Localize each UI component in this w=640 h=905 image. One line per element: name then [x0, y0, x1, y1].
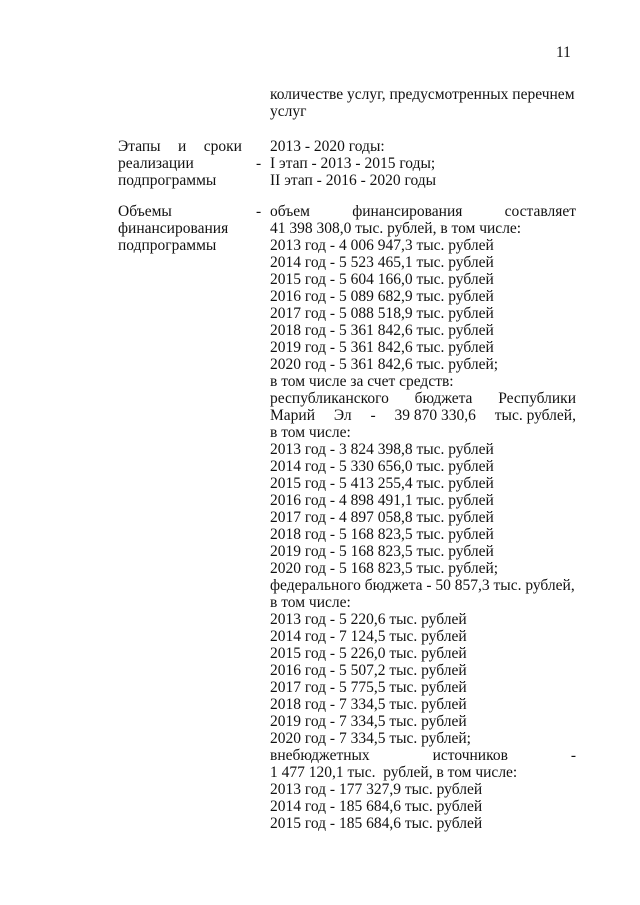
federal-year-line: 2013 год - 5 220,6 тыс. рублей: [270, 611, 467, 628]
republic-budget-line-1: [270, 390, 576, 407]
republic-year-line: 2015 год - 5 413 255,4 тыс. рублей: [270, 475, 494, 492]
funding-intro-word: финансирования: [352, 203, 463, 220]
continuation-line: количестве услуг, предусмотренных перечнем: [270, 86, 575, 103]
funding-label-line: финансирования: [118, 220, 229, 237]
stages-label-first-line: [118, 138, 242, 155]
extra-budget-line: [270, 747, 576, 764]
republic-word: Эл: [333, 407, 352, 424]
funding-total: 41 398 308,0 тыс. рублей, в том числе:: [270, 220, 522, 237]
funding-dash: -: [256, 203, 262, 220]
republic-budget-line-2: [270, 407, 576, 424]
federal-budget-line: федерального бюджета - 50 857,3 тыс. рублей,: [270, 577, 575, 594]
extra-year-line: 2015 год - 185 684,6 тыс. рублей: [270, 815, 483, 832]
page-number: 11: [556, 44, 571, 61]
funding-label-line: Объемы: [118, 203, 172, 220]
funding-year-line: 2019 год - 5 361 842,6 тыс. рублей: [270, 339, 494, 356]
stages-label-line: подпрограммы: [118, 172, 217, 189]
funding-year-line: 2014 год - 5 523 465,1 тыс. рублей: [270, 254, 494, 271]
continuation-line: услуг: [270, 103, 307, 120]
stages-label-line: реализации: [118, 155, 194, 172]
extra-budget-total: 1 477 120,1 тыс. рублей, в том числе:: [270, 764, 518, 781]
stages-label-word: Этапы: [118, 138, 161, 155]
federal-year-line: 2014 год - 7 124,5 тыс. рублей: [270, 628, 467, 645]
republic-year-line: 2013 год - 3 824 398,8 тыс. рублей: [270, 441, 494, 458]
stages-value: 2013 - 2020 годы:: [270, 138, 385, 155]
republic-word: тыс. рублей,: [494, 407, 576, 424]
republic-word: 39 870 330,6: [394, 407, 476, 424]
republic-word: республиканского: [270, 390, 389, 407]
republic-word: -: [370, 407, 376, 424]
republic-word: Марий: [270, 407, 316, 424]
federal-year-line: 2015 год - 5 226,0 тыс. рублей: [270, 645, 467, 662]
funding-year-line: 2015 год - 5 604 166,0 тыс. рублей: [270, 271, 494, 288]
funding-year-line: 2013 год - 4 006 947,3 тыс. рублей: [270, 237, 494, 254]
extra-year-line: 2014 год - 185 684,6 тыс. рублей: [270, 798, 483, 815]
extra-word: источников: [432, 747, 508, 764]
funding-intro-line: [270, 203, 576, 220]
republic-in-that: в том числе:: [270, 424, 351, 441]
stages-dash: -: [256, 155, 262, 172]
extra-word: внебюджетных: [270, 747, 370, 764]
stages-value: II этап - 2016 - 2020 годы: [270, 172, 437, 189]
republic-word: бюджета: [414, 390, 473, 407]
funding-label-line: подпрограммы: [118, 237, 217, 254]
republic-year-line: 2016 год - 4 898 491,1 тыс. рублей: [270, 492, 494, 509]
stages-value: I этап - 2013 - 2015 годы;: [270, 155, 436, 172]
stages-label-word: сроки: [203, 138, 242, 155]
republic-year-line: 2019 год - 5 168 823,5 тыс. рублей: [270, 543, 494, 560]
extra-year-line: 2013 год - 177 327,9 тыс. рублей: [270, 781, 483, 798]
federal-year-line: 2019 год - 7 334,5 тыс. рублей: [270, 713, 467, 730]
funding-intro-word: составляет: [504, 203, 576, 220]
republic-year-line: 2014 год - 5 330 656,0 тыс. рублей: [270, 458, 494, 475]
funding-year-line: 2018 год - 5 361 842,6 тыс. рублей: [270, 322, 494, 339]
federal-in-that: в том числе:: [270, 594, 351, 611]
federal-year-line: 2020 год - 7 334,5 тыс. рублей;: [270, 730, 471, 747]
federal-year-line: 2016 год - 5 507,2 тыс. рублей: [270, 662, 467, 679]
funding-intro-word: объем: [270, 203, 310, 220]
funding-year-line: 2016 год - 5 089 682,9 тыс. рублей: [270, 288, 494, 305]
republic-year-line: 2018 год - 5 168 823,5 тыс. рублей: [270, 526, 494, 543]
funding-sources-intro: в том числе за счет средств:: [270, 373, 454, 390]
stages-label-word: и: [178, 138, 187, 155]
extra-word: -: [570, 747, 576, 764]
federal-year-line: 2017 год - 5 775,5 тыс. рублей: [270, 679, 467, 696]
funding-year-line: 2017 год - 5 088 518,9 тыс. рублей: [270, 305, 494, 322]
funding-year-line: 2020 год - 5 361 842,6 тыс. рублей;: [270, 356, 499, 373]
federal-year-line: 2018 год - 7 334,5 тыс. рублей: [270, 696, 467, 713]
republic-year-line: 2017 год - 4 897 058,8 тыс. рублей: [270, 509, 494, 526]
republic-year-line: 2020 год - 5 168 823,5 тыс. рублей;: [270, 560, 499, 577]
republic-word: Республики: [498, 390, 576, 407]
